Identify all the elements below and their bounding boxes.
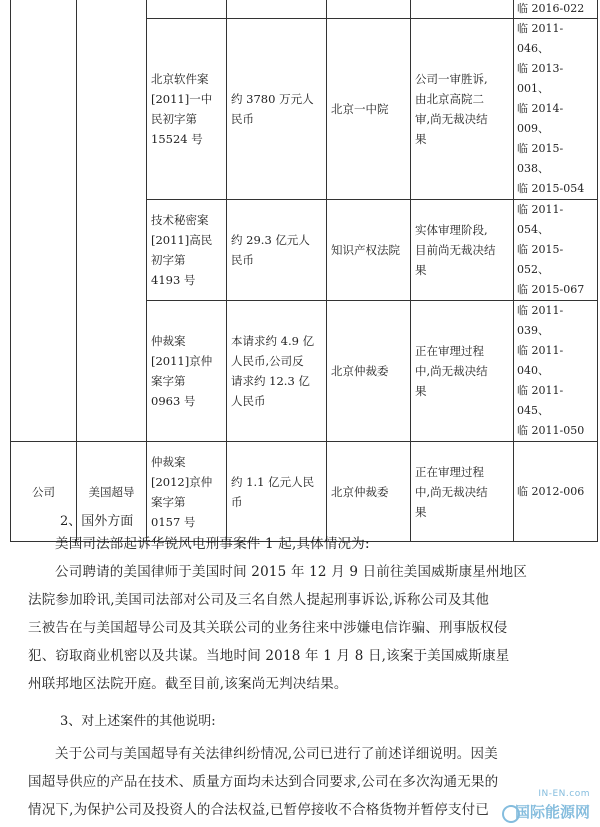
counterparty-cell: 美国超导 — [77, 442, 147, 542]
case-number-cell: 仲裁案 [2011]京仲 案字第 0963 号 — [147, 301, 227, 442]
section-heading-notes: 3、对上述案件的其他说明: — [60, 714, 216, 729]
refs-cell: 临 2011-054、 临 2015-052、 临 2015-067 — [514, 200, 598, 301]
paragraph-line: 美国司法部起诉华锐风电刑事案件 1 起,具体情况为: — [55, 536, 370, 552]
case-number-cell: 技术秘密案 [2011]高民 初字第 4193 号 — [147, 200, 227, 301]
status-cell: 正在审理过程 中,尚无裁决结 果 — [411, 301, 514, 442]
party-cell: 公司 — [11, 442, 77, 542]
section-notes-body — [28, 740, 578, 824]
amount-cell: 约 29.3 亿元人 民币 — [227, 200, 327, 301]
table-cell — [514, 0, 598, 19]
status-cell: 公司一审胜诉, 由北京高院二 审,尚无裁决结 果 — [411, 19, 514, 200]
amount-cell: 约 1.1 亿元人民 币 — [227, 442, 327, 542]
paragraph-line: 关于公司与美国超导有关法律纠纷情况,公司已进行了前述详细说明。因美 — [55, 746, 498, 762]
paragraph-line: 州联邦地区法院开庭。截至目前,该案尚无判决结果。 — [28, 676, 348, 692]
paragraph-line: 公司聘请的美国律师于美国时间 2015 年 12 月 9 日前往美国威斯康星州地区 — [55, 564, 528, 580]
court-cell: 北京一中院 — [327, 19, 411, 200]
ref-number: 临 2016-022 — [517, 2, 585, 15]
court-cell: 知识产权法院 — [327, 200, 411, 301]
table-cell — [227, 0, 327, 19]
paragraph-line: 犯、窃取商业机密以及共谋。当地时间 2018 年 1 月 8 日,该案于美国威斯康星 — [28, 648, 510, 664]
status-cell: 实体审理阶段, 目前尚无裁决结 果 — [411, 200, 514, 301]
watermark-logo: IN-EN.com 国际能源网 — [498, 789, 594, 823]
table-cell — [11, 0, 77, 442]
paragraph-line: 情况下,为保护公司及投资人的合法权益,已暂停接收不合格货物并暂停支付已 — [28, 802, 490, 818]
section-heading-foreign: 2、国外方面 — [60, 514, 134, 529]
case-number-cell: 仲裁案 [2012]京仲 案字第 0157 号 — [147, 442, 227, 542]
case-number-cell: 北京软件案 [2011]一中 民初字第 15524 号 — [147, 19, 227, 200]
status-cell: 正在审理过程 中,尚无裁决结 果 — [411, 442, 514, 542]
refs-cell: 临 2011-039、 临 2011-040、 临 2011-045、 临 2011-050 — [514, 301, 598, 442]
refs-cell: 临 2011-046、 临 2013-001、 临 2014-009、 临 2015-038、 临 2015-054 — [514, 19, 598, 200]
section-foreign-body — [28, 530, 578, 698]
court-cell: 北京仲裁委 — [327, 301, 411, 442]
amount-cell: 约 3780 万元人 民币 — [227, 19, 327, 200]
table-cell — [77, 0, 147, 442]
litigation-table — [10, 0, 598, 542]
table-row — [11, 0, 598, 19]
refs-cell: 临 2012-006 — [514, 442, 598, 542]
paragraph-line: 国超导供应的产品在技术、质量方面均未达到合同要求,公司在多次沟通无果的 — [28, 774, 499, 790]
table-cell — [411, 0, 514, 19]
court-cell: 北京仲裁委 — [327, 442, 411, 542]
table-cell — [327, 0, 411, 19]
paragraph-line: 三被告在与美国超导公司及其关联公司的业务往来中涉嫌电信诈骗、刑事版权侵 — [28, 620, 508, 636]
amount-cell: 本请求约 4.9 亿 人民币,公司反 请求约 12.3 亿 人民币 — [227, 301, 327, 442]
paragraph-line: 法院参加聆讯,美国司法部对公司及三名自然人提起刑事诉讼,诉称公司及其他 — [28, 592, 490, 608]
table-cell — [147, 0, 227, 19]
